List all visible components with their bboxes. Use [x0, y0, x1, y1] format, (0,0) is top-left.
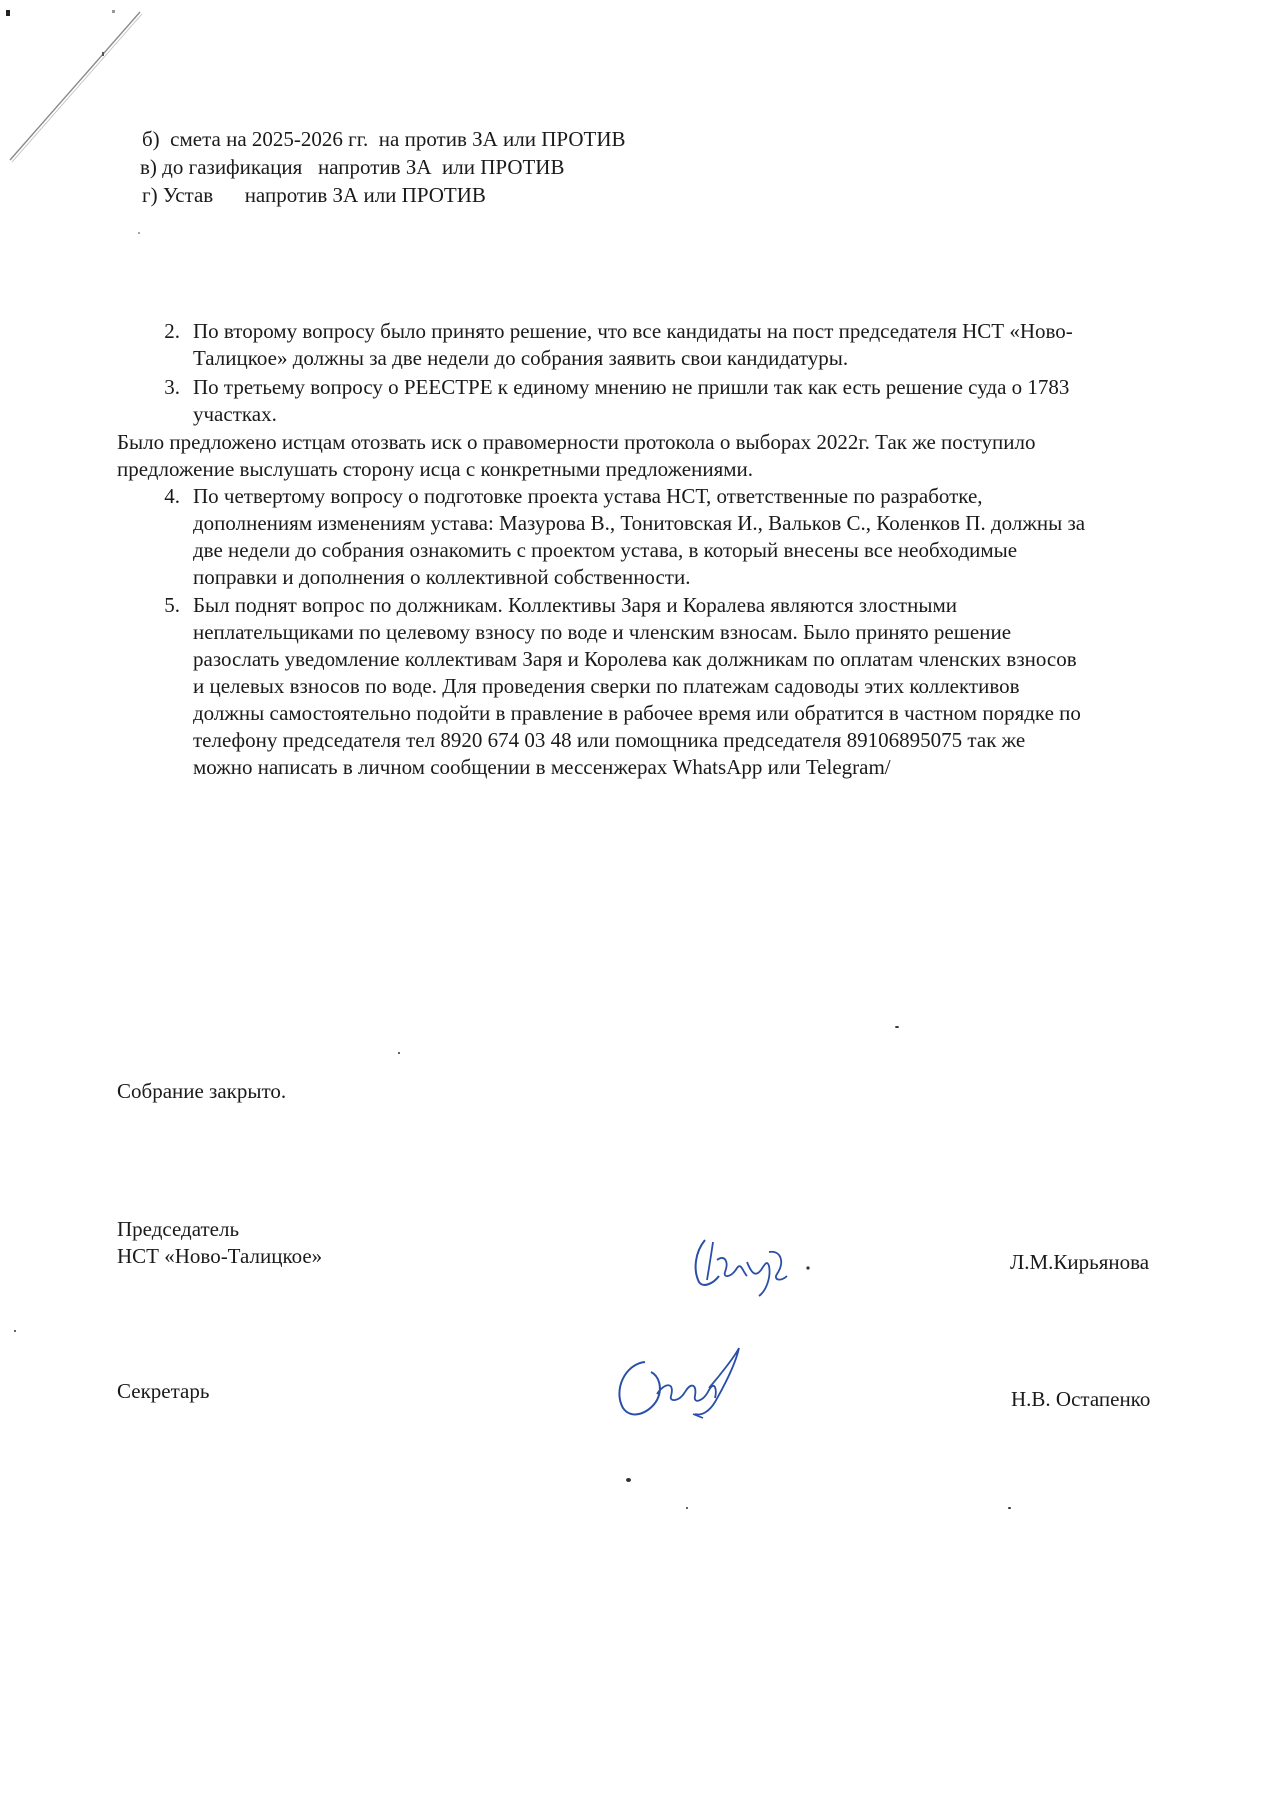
text-line: телефону председателя тел 8920 674 03 48 или помощника председателя 89106895075 так же	[193, 728, 1026, 752]
secretary-signature	[605, 1342, 755, 1432]
chairman-name: Л.М.Кирьянова	[1010, 1250, 1150, 1274]
list-item-number: 4.	[164, 484, 180, 508]
scan-speck	[138, 232, 140, 234]
list-item-number: 5.	[164, 593, 180, 617]
role-title: Председатель	[117, 1217, 240, 1241]
text-line: должны самостоятельно подойти в правление в рабочее время или обратится в частном порядке по	[193, 701, 1081, 725]
scan-speck	[626, 1478, 631, 1482]
text-line: и целевых взносов по воде. Для проведения сверки по платежам садоводы этих коллективов	[193, 674, 1020, 698]
closing-statement: Собрание закрыто.	[117, 1079, 287, 1103]
list-item-number: 2.	[164, 319, 180, 343]
scan-speck	[14, 1330, 16, 1332]
text-line: разослать уведомление коллективам Заря и Королева как должникам по оплатам членских взносов	[193, 647, 1077, 671]
chairman-signature	[685, 1232, 835, 1302]
text-line: неплательщиками по целевому взносу по воде и членским взносам. Было принято решение	[193, 620, 1012, 644]
chairman-role	[117, 1216, 322, 1270]
voting-item: в) до газификация напротив ЗА или ПРОТИВ	[140, 155, 565, 179]
list-item-text	[193, 318, 1193, 372]
text-line: участках.	[193, 402, 277, 426]
list-item-number: 3.	[164, 375, 180, 399]
text-line: две недели до собрания ознакомить с проектом устава, в который внесены все необходимые	[193, 538, 1018, 562]
scan-speck	[398, 1052, 400, 1054]
voting-items-list	[140, 126, 626, 210]
organization-name: НСТ «Ново-Талицкое»	[117, 1244, 323, 1268]
scan-speck	[1008, 1507, 1011, 1509]
text-line: По третьему вопросу о РЕЕСТРЕ к единому мнению не пришли так как есть решение суда о 1783	[193, 375, 1070, 399]
text-line: поправки и дополнения о коллективной собственности.	[193, 565, 691, 589]
secretary-name: Н.В. Остапенко	[1011, 1387, 1151, 1411]
text-line: дополнениям изменениям устава: Мазурова В., Тонитовская И., Вальков С., Коленков П. должны за	[193, 511, 1086, 535]
text-line: Талицкое» должны за две недели до собрания заявить свои кандидатуры.	[193, 346, 849, 370]
list-item-text	[193, 374, 1193, 428]
text-line: По второму вопросу было принято решение, что все кандидаты на пост председателя НСТ «Ново-	[193, 319, 1073, 343]
scan-speck	[686, 1507, 688, 1509]
body-paragraph	[117, 429, 1217, 483]
text-line: Был поднят вопрос по должникам. Коллективы Заря и Коралева являются злостными	[193, 593, 957, 617]
voting-item: г) Устав напротив ЗА или ПРОТИВ	[142, 183, 486, 207]
scan-corner-artifact	[0, 0, 160, 170]
list-item-text	[193, 483, 1193, 591]
secretary-role: Секретарь	[117, 1379, 210, 1403]
list-item-text	[193, 592, 1193, 781]
scan-speck	[895, 1026, 899, 1028]
voting-item: б) смета на 2025-2026 гг. на против ЗА или ПРОТИВ	[142, 127, 626, 151]
text-line: По четвертому вопросу о подготовке проекта устава НСТ, ответственные по разработке,	[193, 484, 983, 508]
text-line: можно написать в личном сообщении в мессенжерах WhatsApp или Telegram/	[193, 755, 891, 779]
text-line: Было предложено истцам отозвать иск о правомерности протокола о выборах 2022г. Так же поступило	[117, 430, 1036, 454]
text-line: предложение выслушать сторону исца с конкретными предложениями.	[117, 457, 754, 481]
